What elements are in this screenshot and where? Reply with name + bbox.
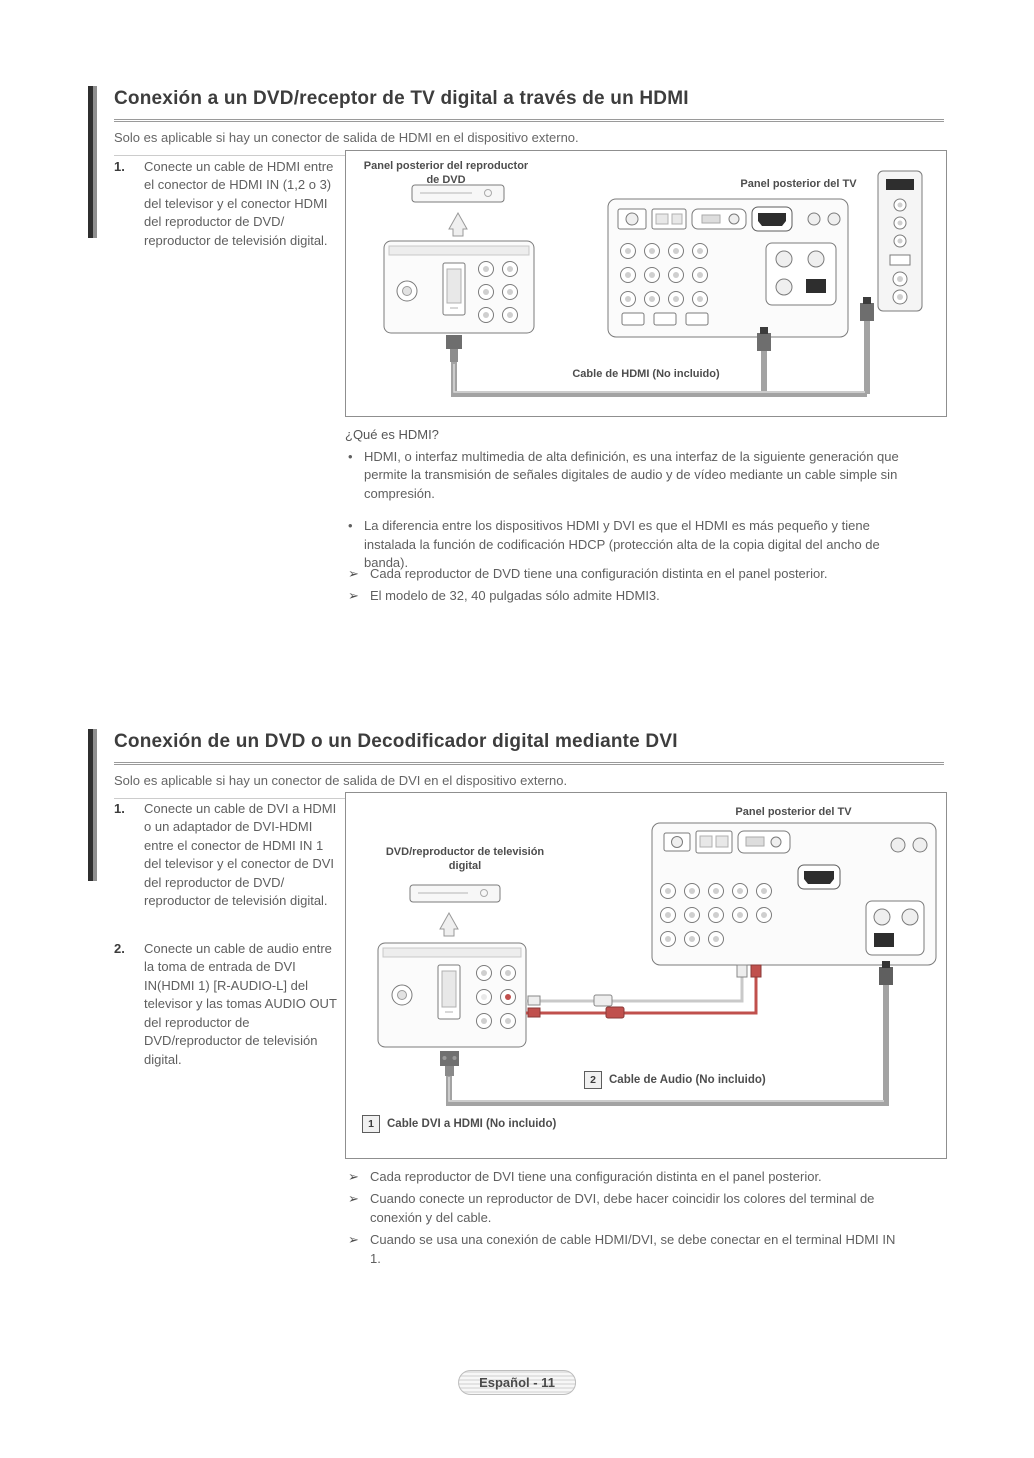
bullet-icon: • [348,518,353,534]
step-number: 1. [114,801,125,816]
note-arrow-icon: ➢ [348,1191,359,1207]
dvd-rear-panel [378,943,526,1047]
dvd-player-icon [410,885,500,902]
step-text: Conecte un cable de audio entre la toma de entrada de DVI IN(HDMI 1) [R-AUDIO-L] del televisor y las tomas AUDIO OUT del reproductor de DVD/reproductor de televisión digital. [144,941,337,1067]
section2-step-2 [114,940,352,1069]
bullet-icon: • [348,449,353,464]
tv-panel-label: Panel posterior del TV [740,178,857,190]
audio-cable [526,965,761,1018]
step-text: Conecte un cable de HDMI entre el conector de HDMI IN (1,2 o 3) del televisor y el conector HDMI del reproductor de DVD/ reproductor de televisión digital. [144,159,334,248]
cable-number-badge: 2 [584,1071,602,1089]
step-text: Conecte un cable de DVI a HDMI o un adaptador de DVI-HDMI entre el conector de HDMI IN 1 del televisor y el conector de DVI del reproductor de DVD/ reproductor de televisión digital. [144,801,337,909]
tv-side-panel [878,171,922,311]
note-item [348,587,908,605]
note-item [348,1190,908,1227]
cable-number-badge: 1 [362,1115,380,1133]
note-text: Cuando conecte un reproductor de DVI, debe hacer coincidir los colores del terminal de conexión y del cable. [370,1191,875,1225]
dvi-cable-label [362,1115,556,1133]
page-number-badge: Español - 11 [458,1370,576,1395]
dvd-panel-label: Panel posterior del reproductor de DVD [363,160,529,187]
section2-step-1 [114,800,352,911]
note-text: Cada reproductor de DVD tiene una configuración distinta en el panel posterior. [370,566,828,581]
note-arrow-icon: ➢ [348,1232,359,1248]
note-item [348,1168,908,1186]
tv-rear-panel [608,199,848,337]
section1-step-1 [114,158,352,250]
bullet-item [348,448,920,503]
section1-accent-bar [88,86,97,238]
section1-subtitle: Solo es aplicable si hay un conector de salida de HDMI en el dispositivo externo. [114,122,944,156]
tv-rear-panel [652,823,936,965]
section1-notes [348,565,908,610]
dvi-connection-diagram [345,792,947,1159]
note-item [348,1231,908,1268]
note-arrow-icon: ➢ [348,588,359,604]
step-number: 1. [114,159,125,174]
note-item [348,565,908,583]
section2-subtitle: Solo es aplicable si hay un conector de salida de DVI en el dispositivo externo. [114,765,944,799]
dvd-device-label: DVD/reproductor de televisión digital [385,846,545,873]
audio-cable-label [584,1071,766,1089]
tv-panel-label: Panel posterior del TV [735,806,852,818]
cable-label-text: Cable DVI a HDMI (No incluido) [387,1117,557,1130]
note-arrow-icon: ➢ [348,566,359,581]
step-number: 2. [114,941,125,956]
note-text: Cada reproductor de DVI tiene una configuración distinta en el panel posterior. [370,1169,822,1184]
note-text: Cuando se usa una conexión de cable HDMI/DVI, se debe conectar en el terminal HDMI IN 1. [370,1232,896,1266]
dvd-rear-panel [384,241,534,333]
arrow-up-icon [449,213,467,236]
arrow-up-icon [440,913,458,936]
bullet-text: La diferencia entre los dispositivos HDMI y DVI es que el HDMI es más pequeño y tiene instalada la función de codificación HDCP (protección alta de la copia digital del ancho de banda). [364,518,880,571]
section2-title: Conexión de un DVD o un Decodificador digital mediante DVI [114,729,944,765]
cable-label-text: Cable de Audio (No incluido) [609,1073,766,1086]
hdmi-connection-diagram [345,150,947,417]
section2-accent-bar [88,729,97,881]
section2-notes [348,1168,908,1272]
hdmi-cable-label: Cable de HDMI (No incluido) [572,368,720,380]
note-text: El modelo de 32, 40 pulgadas sólo admite HDMI3. [370,588,660,604]
bullet-text: HDMI, o interfaz multimedia de alta definición, es una interfaz de la siguiente generación que permite la transmisión de señales digitales de audio y de vídeo mediante un cable simple sin compresión. [364,449,899,501]
what-is-hdmi-heading: ¿Qué es HDMI? [345,427,439,442]
footer [458,1374,576,1392]
note-arrow-icon: ➢ [348,1169,359,1184]
section1-title: Conexión a un DVD/receptor de TV digital a través de un HDMI [114,86,944,122]
